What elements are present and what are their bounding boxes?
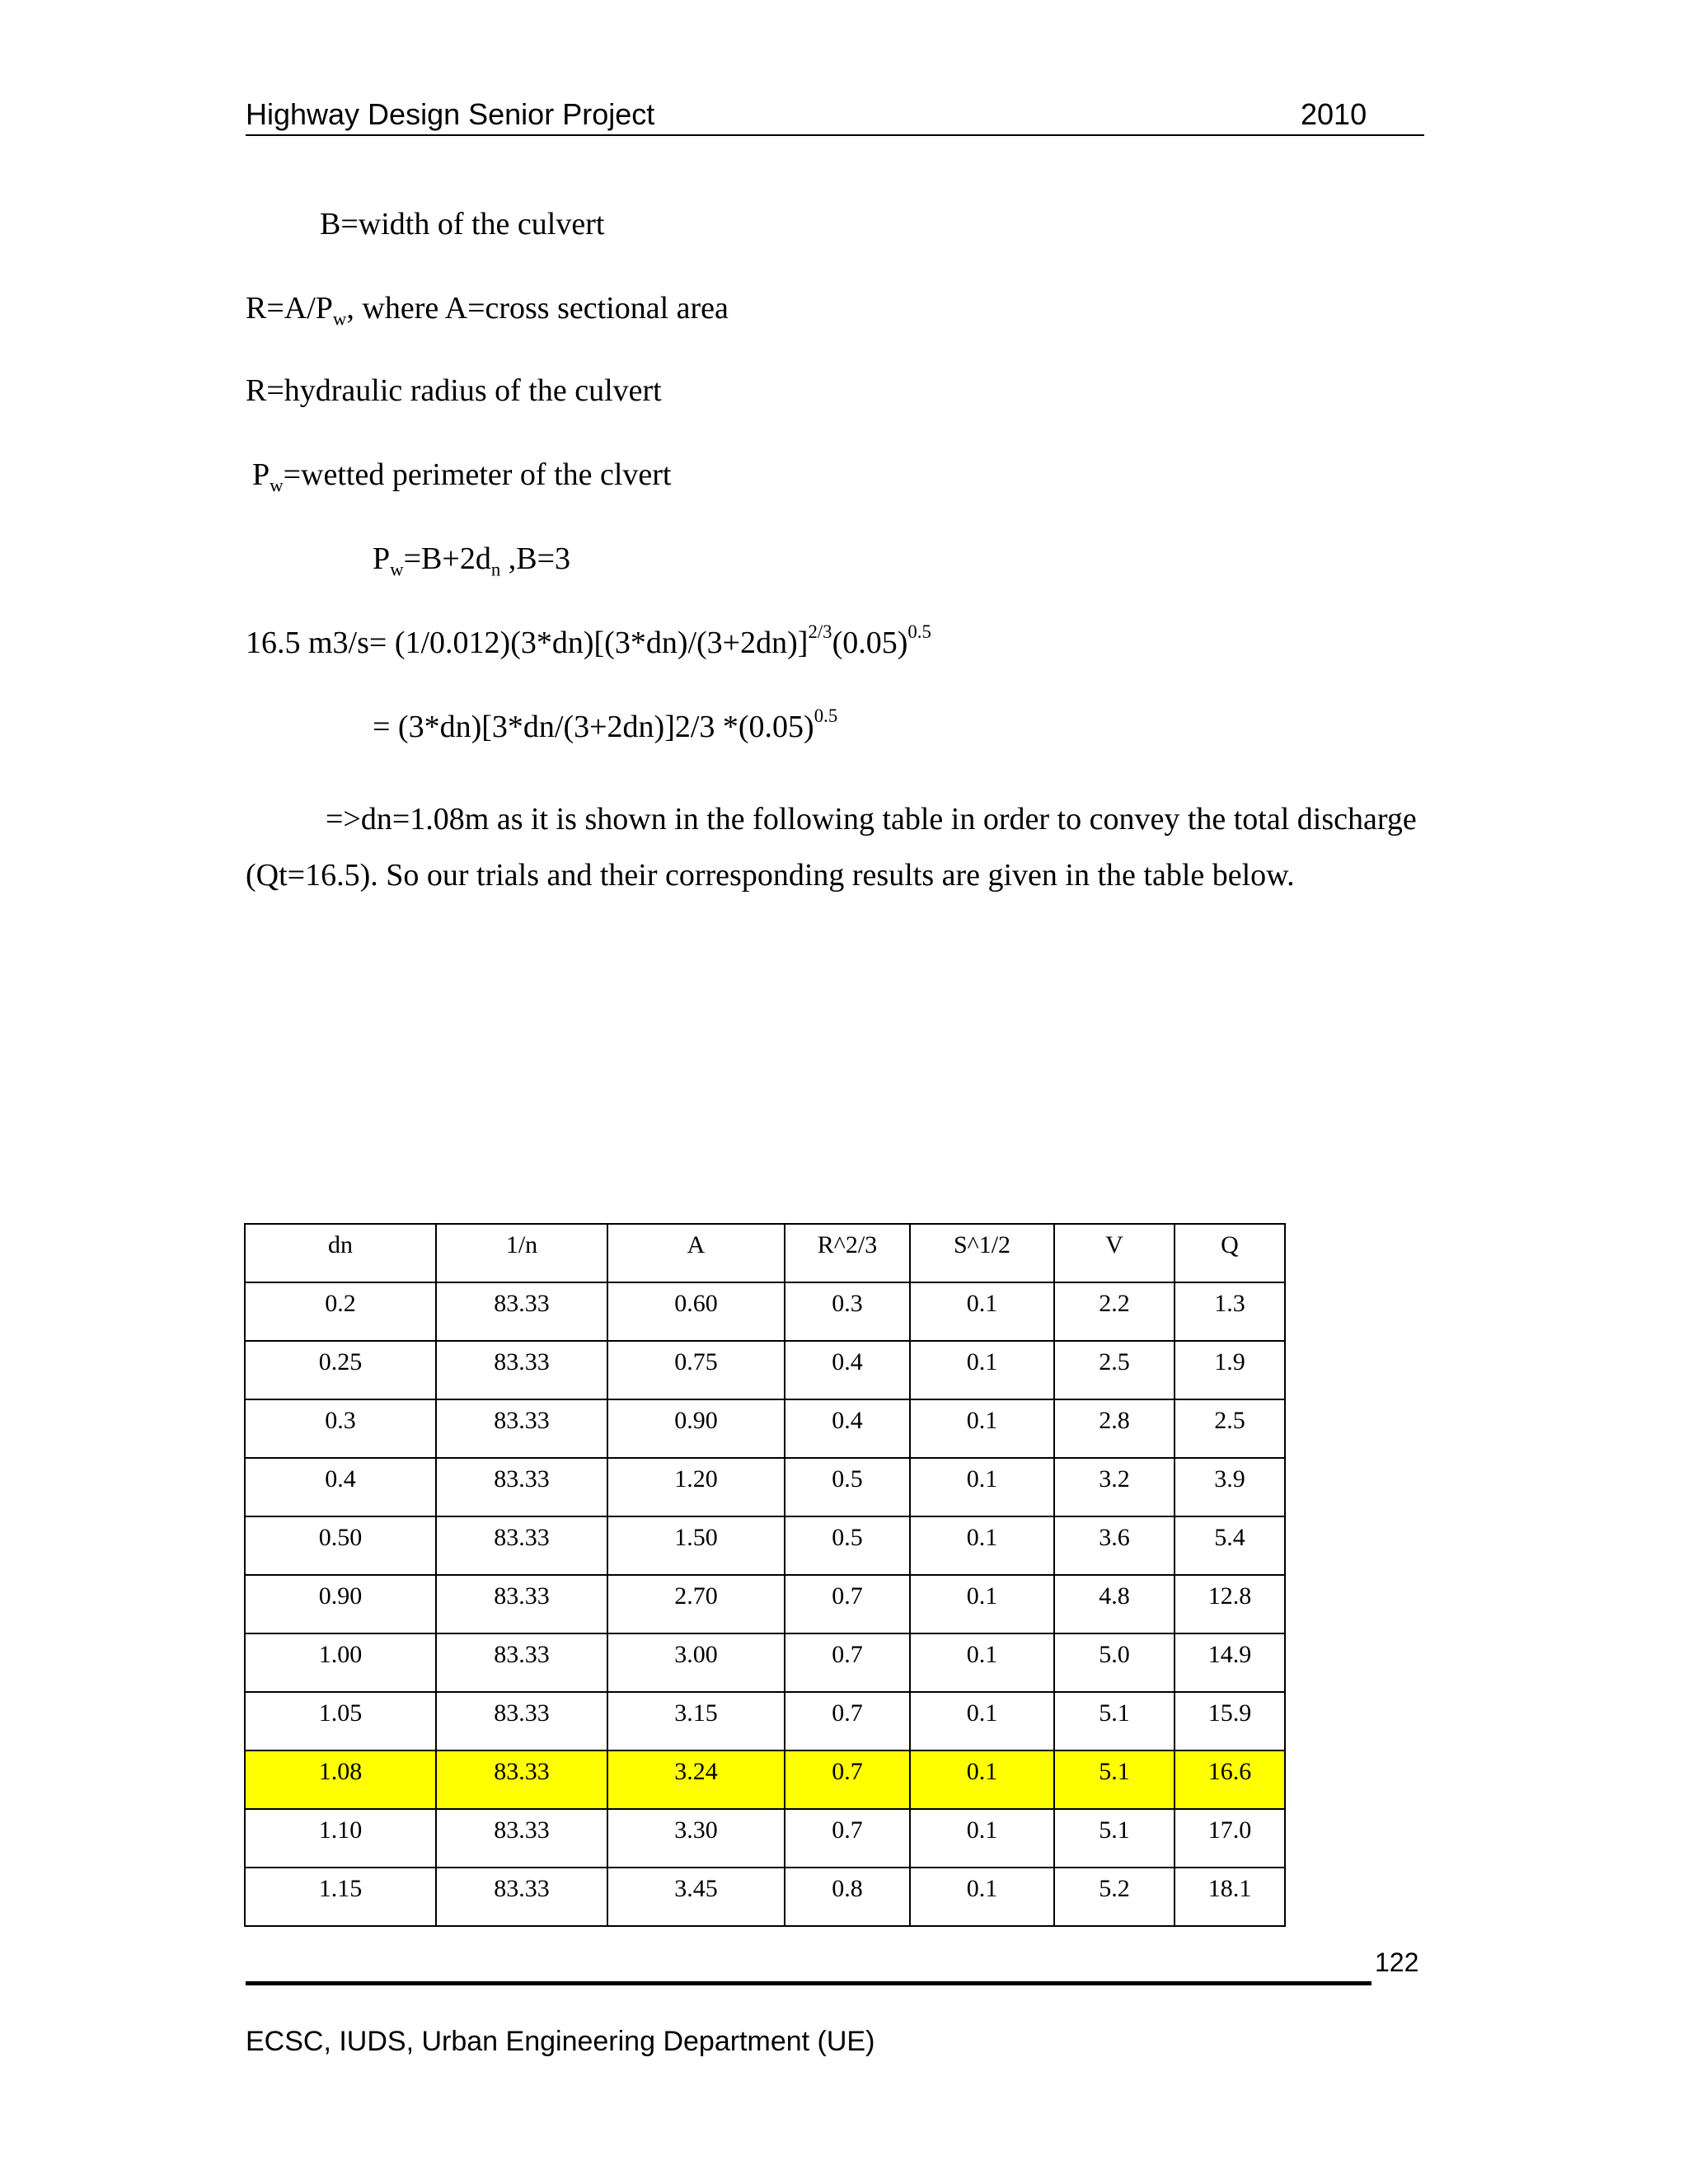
column-header-inverse-n: 1/n xyxy=(436,1224,607,1282)
table-cell: 83.33 xyxy=(436,1692,607,1750)
column-header-discharge: Q xyxy=(1175,1224,1285,1282)
table-cell: 3.24 xyxy=(607,1750,785,1809)
table-row xyxy=(245,1458,1285,1516)
table-cell: 1.9 xyxy=(1175,1341,1285,1399)
table-cell: 0.50 xyxy=(245,1516,436,1575)
table-cell: 3.9 xyxy=(1175,1458,1285,1516)
table-cell: 0.3 xyxy=(245,1399,436,1458)
table-cell: 2.70 xyxy=(607,1575,785,1633)
table-cell: 0.1 xyxy=(910,1868,1054,1926)
table-cell: 1.50 xyxy=(607,1516,785,1575)
header-divider xyxy=(246,134,1424,136)
table-cell: 3.2 xyxy=(1054,1458,1175,1516)
table-cell: 0.4 xyxy=(245,1458,436,1516)
table-row xyxy=(245,1692,1285,1750)
table-cell: 83.33 xyxy=(436,1575,607,1633)
table-cell: 16.6 xyxy=(1175,1750,1285,1809)
definition-pw: $P_w=wetted$ perimeter of the clvert xyxy=(252,457,672,496)
table-cell: 3.6 xyxy=(1054,1516,1175,1575)
table-cell: 0.60 xyxy=(607,1282,785,1341)
table-cell: 3.15 xyxy=(607,1692,785,1750)
table-cell: 0.1 xyxy=(910,1809,1054,1868)
table-cell: 5.1 xyxy=(1054,1692,1175,1750)
table-cell: 0.4 xyxy=(785,1341,910,1399)
table-cell: 0.1 xyxy=(910,1282,1054,1341)
table-cell: 1.00 xyxy=(245,1633,436,1692)
table-cell: 2.8 xyxy=(1054,1399,1175,1458)
table-cell: 3.30 xyxy=(607,1809,785,1868)
table-row xyxy=(245,1633,1285,1692)
table-cell: 18.1 xyxy=(1175,1868,1285,1926)
column-header-velocity: V xyxy=(1054,1224,1175,1282)
table-cell: 0.1 xyxy=(910,1341,1054,1399)
table-cell: 0.1 xyxy=(910,1692,1054,1750)
table-cell: 83.33 xyxy=(436,1399,607,1458)
table-cell: 83.33 xyxy=(436,1341,607,1399)
table-cell: 0.2 xyxy=(245,1282,436,1341)
table-cell: 0.8 xyxy=(785,1868,910,1926)
table-cell: 3.00 xyxy=(607,1633,785,1692)
table-cell: 0.7 xyxy=(785,1692,910,1750)
table-cell: 1.20 xyxy=(607,1458,785,1516)
equation-pw: $P_w=B+2d_n$ ,B=3 xyxy=(373,541,571,580)
table-cell: 83.33 xyxy=(436,1516,607,1575)
table-header-row xyxy=(245,1224,1285,1282)
table-cell: 17.0 xyxy=(1175,1809,1285,1868)
definition-r-a: $R=A/P_w$, where A=cross sectional area xyxy=(246,291,729,330)
table-cell: 3.45 xyxy=(607,1868,785,1926)
table-cell: 0.1 xyxy=(910,1633,1054,1692)
table-cell: 0.1 xyxy=(910,1750,1054,1809)
table-row xyxy=(245,1575,1285,1633)
table-cell: 5.1 xyxy=(1054,1809,1175,1868)
table-cell: 12.8 xyxy=(1175,1575,1285,1633)
table-cell: 1.08 xyxy=(245,1750,436,1809)
definition-b: B=width of the culvert xyxy=(320,207,605,241)
table-row-highlighted xyxy=(245,1750,1285,1809)
table-cell: 2.2 xyxy=(1054,1282,1175,1341)
table-cell: 0.7 xyxy=(785,1575,910,1633)
document-year: 2010 xyxy=(1301,97,1367,131)
definition-r: R=hydraulic radius of the culvert xyxy=(246,373,662,408)
table-cell: 0.7 xyxy=(785,1633,910,1692)
table-row xyxy=(245,1341,1285,1399)
table-cell: 5.1 xyxy=(1054,1750,1175,1809)
column-header-s12: S^1/2 xyxy=(910,1224,1054,1282)
table-cell: 2.5 xyxy=(1054,1341,1175,1399)
table-cell: 1.3 xyxy=(1175,1282,1285,1341)
table-cell: 0.4 xyxy=(785,1399,910,1458)
equation-simplified: = (3*dn)[3*dn/(3+2dn)]2/3 $*(0.05)^{0.5}$ xyxy=(373,705,838,744)
footer-divider xyxy=(246,1981,1372,1985)
table-cell: 0.25 xyxy=(245,1341,436,1399)
table-cell: 83.33 xyxy=(436,1868,607,1926)
table-cell: 15.9 xyxy=(1175,1692,1285,1750)
column-header-dn: dn xyxy=(245,1224,436,1282)
table-cell: 1.15 xyxy=(245,1868,436,1926)
table-cell: 83.33 xyxy=(436,1633,607,1692)
table-cell: 0.1 xyxy=(910,1516,1054,1575)
table-cell: 1.10 xyxy=(245,1809,436,1868)
table-cell: 0.7 xyxy=(785,1809,910,1868)
trials-table xyxy=(244,1223,1286,1927)
table-cell: 0.1 xyxy=(910,1575,1054,1633)
table-row xyxy=(245,1399,1285,1458)
table-cell: 83.33 xyxy=(436,1282,607,1341)
column-header-area: A xyxy=(607,1224,785,1282)
table-row xyxy=(245,1282,1285,1341)
equation-discharge: 16.5 $m3/s= (1/0.012)(3*dn)[(3*dn)/(3+2dn)]^{2/3}(0.05)^{0.5}$ xyxy=(246,621,931,660)
table-cell: 14.9 xyxy=(1175,1633,1285,1692)
table-cell: 0.5 xyxy=(785,1516,910,1575)
table-cell: 4.8 xyxy=(1054,1575,1175,1633)
table-cell: 0.3 xyxy=(785,1282,910,1341)
table-row xyxy=(245,1809,1285,1868)
table-cell: 0.1 xyxy=(910,1458,1054,1516)
page-number: 122 xyxy=(1375,1947,1419,1977)
table-cell: 5.4 xyxy=(1175,1516,1285,1575)
table-cell: 0.90 xyxy=(607,1399,785,1458)
table-cell: 2.5 xyxy=(1175,1399,1285,1458)
table-cell: 0.1 xyxy=(910,1399,1054,1458)
table-row xyxy=(245,1868,1285,1926)
table-row xyxy=(245,1516,1285,1575)
table-cell: 5.2 xyxy=(1054,1868,1175,1926)
table-cell: 83.33 xyxy=(436,1750,607,1809)
table-cell: 1.05 xyxy=(245,1692,436,1750)
result-paragraph: =>dn=1.08m as it is shown in the following table in order to convey the total discharge (Qt=16.5). So our trials and their corresponding results are given in the table below. xyxy=(246,802,1417,893)
table-cell: 0.7 xyxy=(785,1750,910,1809)
table-cell: 5.0 xyxy=(1054,1633,1175,1692)
table-cell: 0.90 xyxy=(245,1575,436,1633)
table-cell: 0.5 xyxy=(785,1458,910,1516)
table-cell: 0.75 xyxy=(607,1341,785,1399)
column-header-r23: R^2/3 xyxy=(785,1224,910,1282)
table-cell: 83.33 xyxy=(436,1458,607,1516)
table-cell: 83.33 xyxy=(436,1809,607,1868)
document-title: Highway Design Senior Project xyxy=(246,97,655,131)
footer-organization: ECSC, IUDS, Urban Engineering Department (UE) xyxy=(246,2026,875,2057)
